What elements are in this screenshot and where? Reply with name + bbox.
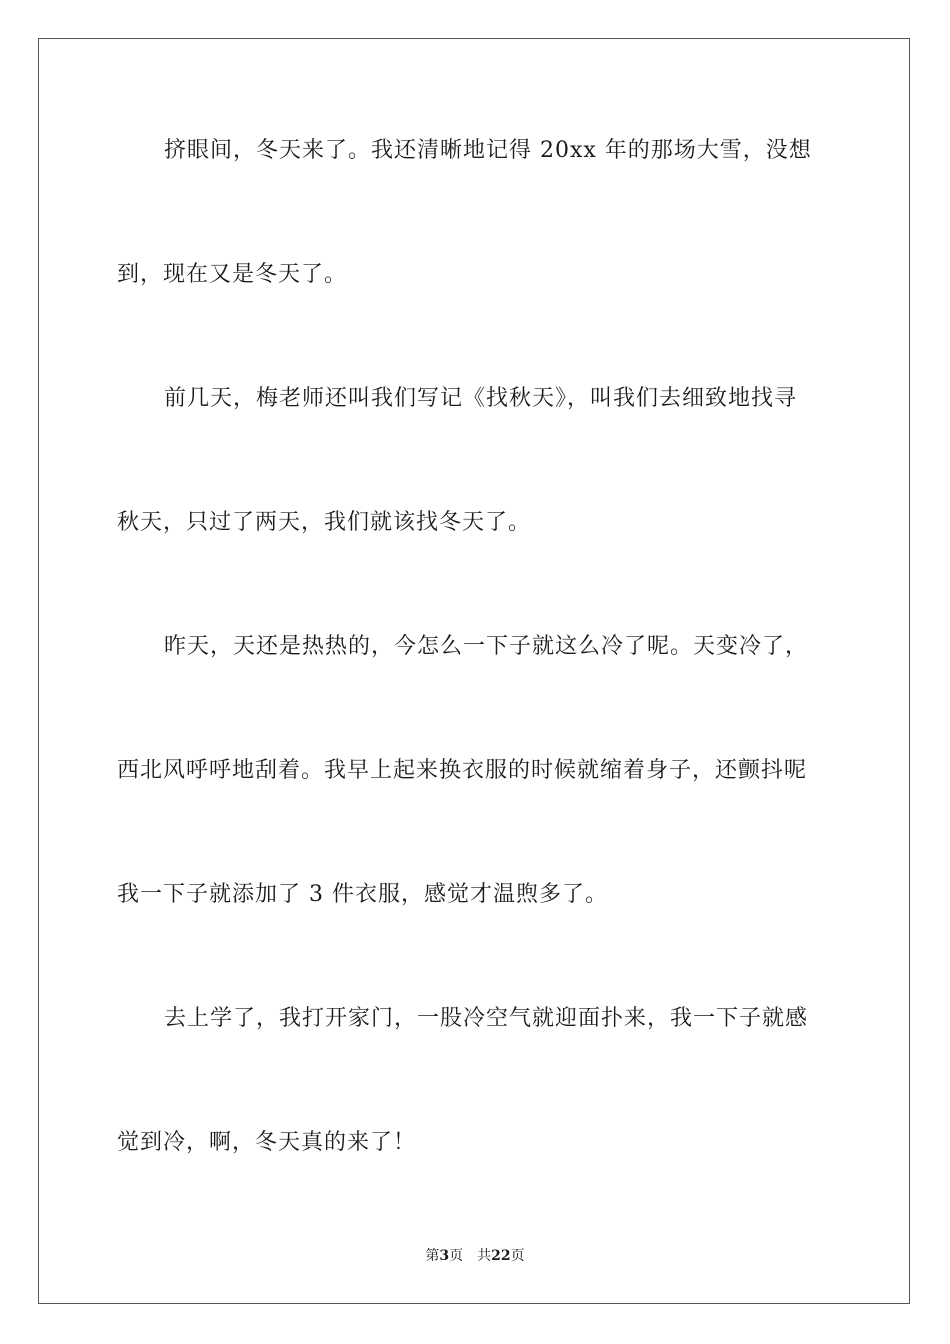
page-suffix: 页 <box>449 1248 464 1264</box>
total-prefix: 共 <box>477 1248 492 1264</box>
total-pages: 22 <box>491 1248 511 1264</box>
total-suffix: 页 <box>510 1248 525 1264</box>
paragraph-1-line-1: 挤眼间，冬天来了。我还清晰地记得 20xx 年的那场大雪，没想 <box>164 138 812 163</box>
page-border <box>38 38 910 1304</box>
paragraph-3-line-1: 昨天，天还是热热的，今怎么一下子就这么冷了呢。天变冷了， <box>164 634 809 659</box>
paragraph-4-line-1: 去上学了，我打开家门，一股冷空气就迎面扑来，我一下子就感 <box>164 1006 809 1031</box>
page-footer <box>0 1246 950 1266</box>
page-prefix: 第 <box>425 1248 440 1264</box>
page-number: 3 <box>439 1248 450 1264</box>
paragraph-3-line-2: 西北风呼呼地刮着。我早上起来换衣服的时候就缩着身子，还颤抖呢 <box>117 758 808 783</box>
paragraph-3-line-3: 我一下子就添加了 3 件衣服，感觉才温煦多了。 <box>117 882 608 907</box>
paragraph-1-line-2: 到，现在又是冬天了。 <box>117 262 348 287</box>
paragraph-4-line-2: 觉到冷，啊，冬天真的来了！ <box>117 1130 417 1155</box>
paragraph-2-line-1: 前几天，梅老师还叫我们写记《找秋天》，叫我们去细致地找寻 <box>164 386 798 411</box>
paragraph-2-line-2: 秋天，只过了两天，我们就该找冬天了。 <box>117 510 532 535</box>
